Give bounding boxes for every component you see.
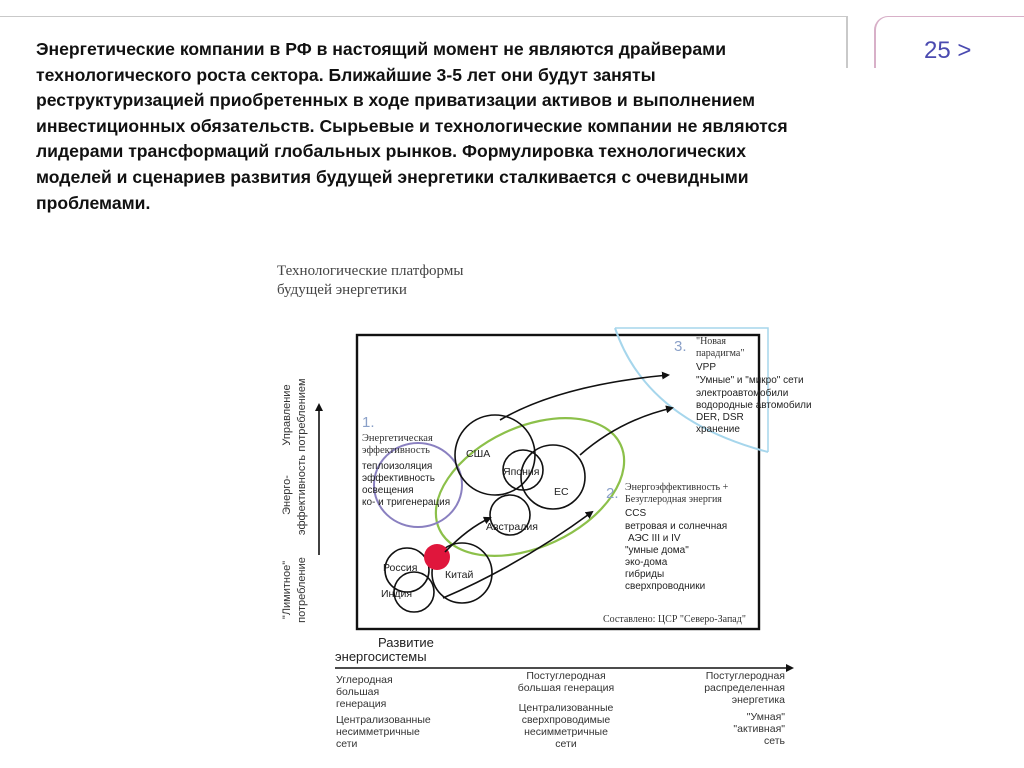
zone1-number: 1. <box>362 414 375 431</box>
x-col2 <box>518 670 614 750</box>
russia-marker <box>424 544 450 570</box>
label-india: Индия <box>381 588 413 600</box>
zone3-title-line1: "Новая <box>696 336 726 347</box>
arrow-eu-zone3 <box>580 408 672 455</box>
slide-paragraph: Энергетические компании в РФ в настоящий момент не являются драйверами технологического роста сектора. Ближайшие 3-5 лет они будут заняты реструктуризацией приобретенных в ходе приватизации активов и выполнением инвестиционных обязательств. Сырьевые и технологические компании не являются лидерами трансформаций глобальных рынков. Формулировка технологических моделей и сценариев развития будущей энергетики сталкивается с очевидными проблемами. <box>36 39 788 213</box>
x-col1-net-1: несимметричные <box>336 726 420 738</box>
zone1-title-line1: Энергетическая <box>362 433 433 444</box>
zone3-title-line2: парадигма" <box>696 348 745 359</box>
source-note: Составлено: ЦСР "Северо-Запад" <box>603 614 746 625</box>
zone1-item-2: освещения <box>362 485 414 496</box>
x-col3 <box>704 670 785 747</box>
arrow-china-australia <box>445 518 490 552</box>
y-axis-bottom-line2: потребление <box>296 557 308 623</box>
arrow-usa-zone3 <box>500 375 668 420</box>
y-axis-mid-line1: Энерго- <box>281 475 293 515</box>
x-col1-gen-2: генерация <box>336 698 387 710</box>
diagram-title-line1: Технологические платформы <box>277 263 464 279</box>
x-col2-net-2: несимметричные <box>524 726 608 738</box>
x-col2-gen-1: большая генерация <box>517 682 615 694</box>
zone3-item-0: VPP <box>696 362 717 373</box>
page-number-button[interactable]: 25 > <box>924 37 972 64</box>
x-col1-net-2: сети <box>336 738 358 750</box>
x-axis-label-line1: Развитие <box>378 635 434 650</box>
zone2-number: 2. <box>606 485 619 502</box>
y-axis-top-line2: потреблением <box>296 378 308 452</box>
x-col1-gen-0: Углеродная <box>336 674 393 686</box>
label-russia: Россия <box>383 562 418 574</box>
zone3-item-1: "Умные" и "микро" сети <box>696 375 804 386</box>
label-australia: Австралия <box>486 521 538 533</box>
label-eu: ЕС <box>554 486 569 498</box>
zone3-item-3: водородные автомобили <box>696 400 812 411</box>
zone2-title-line1: Энергоэффективность + <box>625 482 729 493</box>
zone2-item-5: гибриды <box>625 569 665 580</box>
zone3-item-4: DER, DSR <box>696 412 744 423</box>
zone3-item-5: хранение <box>696 424 740 435</box>
zone1-item-1: эффективность <box>362 473 435 484</box>
zone2-item-3: "умные дома" <box>625 545 689 556</box>
x-col1 <box>336 674 431 750</box>
diagram-title-line2: будущей энергетики <box>277 282 407 298</box>
y-axis-top-line1: Управление <box>281 384 293 446</box>
x-col1-net-0: Централизованные <box>336 714 431 726</box>
x-col3-gen-1: распределенная <box>704 682 785 694</box>
x-col3-net-1: "активная" <box>733 723 785 735</box>
label-usa: США <box>466 448 491 460</box>
x-col2-net-0: Централизованные <box>518 702 614 714</box>
zone3-number: 3. <box>674 338 687 355</box>
zone1-title-line2: эффективность <box>362 445 430 456</box>
label-china: Китай <box>445 569 474 581</box>
x-col2-gen-0: Постуглеродная <box>526 670 606 682</box>
x-col3-gen-2: энергетика <box>731 694 785 706</box>
zone2-item-1: ветровая и солнечная <box>625 521 728 532</box>
zone2-item-6: сверхпроводники <box>625 581 706 592</box>
zone1-item-3: ко- и тригенерация <box>362 497 451 508</box>
zone3-item-2: электроавтомобили <box>696 388 789 399</box>
zone2-item-2: АЭС III и IV <box>628 533 681 544</box>
y-axis-bottom-line1: "Лимитное" <box>281 560 293 620</box>
x-col2-net-1: сверхпроводимые <box>521 714 611 726</box>
y-axis-mid-line2: эффективность <box>296 454 308 536</box>
x-col2-net-3: сети <box>555 738 577 750</box>
label-japan: Япония <box>503 466 540 478</box>
zone2-item-0: CCS <box>625 508 647 519</box>
x-col3-net-2: сеть <box>763 735 785 747</box>
x-col1-gen-1: большая <box>336 686 380 698</box>
x-axis-label-line2: энергосистемы <box>335 649 427 664</box>
x-col3-gen-0: Постуглеродная <box>705 670 785 682</box>
zone1-item-0: теплоизоляция <box>362 461 433 472</box>
zone2-title-line2: Безуглеродная энергия <box>625 494 722 505</box>
zone2-item-4: эко-дома <box>625 557 668 568</box>
x-col3-net-0: "Умная" <box>746 711 785 723</box>
